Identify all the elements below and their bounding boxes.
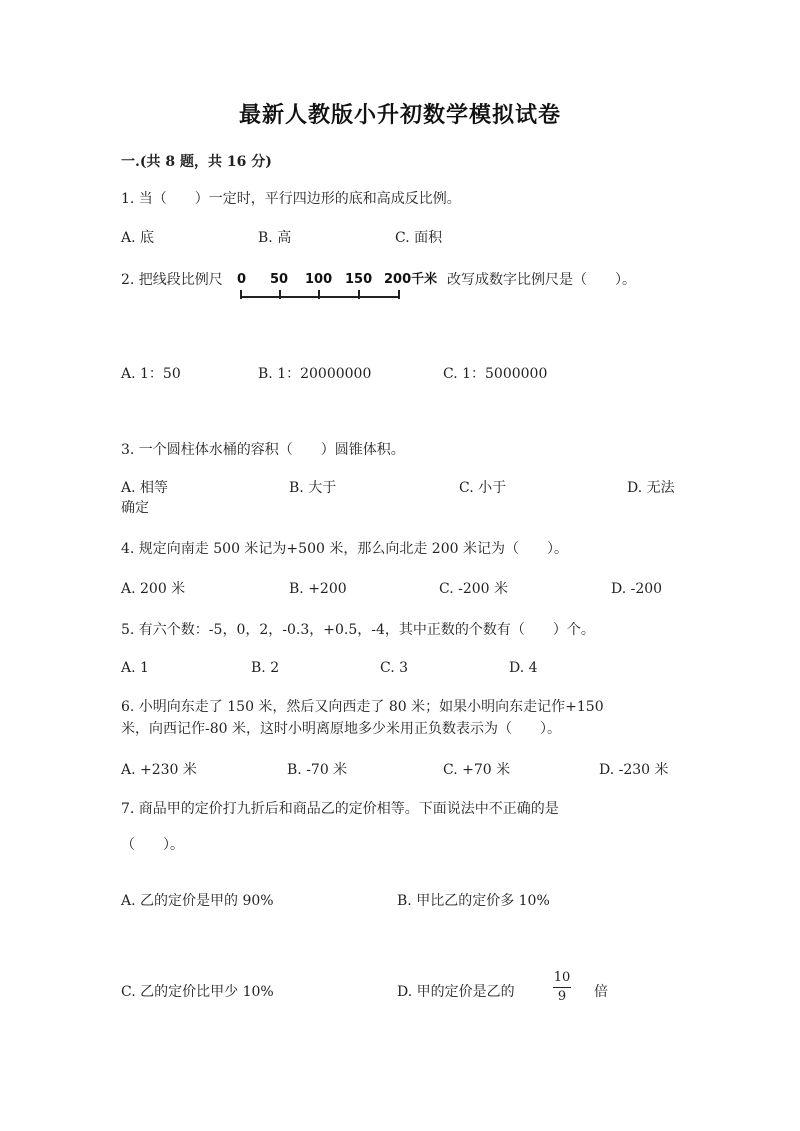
scale-label-100: 100 xyxy=(305,272,333,287)
fraction-10-over-9 xyxy=(553,970,571,1005)
question-6-stem-line-2: 米，向西记作-80 米，这时小明离原地多少米用正负数表示为（ ）。 xyxy=(121,721,561,737)
question-5-stem: 5. 有六个数：-5，0，2，-0.3，+0.5，-4，其中正数的个数有（ ）个。 xyxy=(121,622,595,638)
question-5-option-c: C. 3 xyxy=(380,660,409,676)
question-1-option-b: B. 高 xyxy=(258,230,292,246)
question-7-option-d-suffix: 倍 xyxy=(594,984,608,1000)
question-3-stem: 3. 一个圆柱体水桶的容积（ ）圆锥体积。 xyxy=(121,442,405,458)
question-3-option-c: C. 小于 xyxy=(459,480,507,496)
scale-tick xyxy=(318,290,320,299)
scale-label-50: 50 xyxy=(270,272,289,287)
fraction-numerator: 10 xyxy=(553,970,571,985)
question-2-stem-suffix: 改写成数字比例尺是（ ）。 xyxy=(447,272,636,288)
question-6-option-c: C. +70 米 xyxy=(443,762,511,778)
scale-tick xyxy=(240,290,242,299)
scale-baseline xyxy=(240,296,400,298)
question-7-option-a: A. 乙的定价是甲的 90% xyxy=(121,893,274,909)
question-3-option-b: B. 大于 xyxy=(289,480,337,496)
question-5-option-d: D. 4 xyxy=(509,660,538,676)
scale-tick xyxy=(358,290,360,299)
question-6-option-a: A. +230 米 xyxy=(121,762,197,778)
question-7-stem-line-2: （ ）。 xyxy=(121,837,184,853)
question-6-stem-line-1: 6. 小明向东走了 150 米，然后又向西走了 80 米；如果小明向东走记作+150 xyxy=(121,699,604,715)
line-scale-ruler xyxy=(233,272,448,312)
question-7-stem-line-1: 7. 商品甲的定价打九折后和商品乙的定价相等。下面说法中不正确的是 xyxy=(121,801,559,817)
question-5-option-b: B. 2 xyxy=(251,660,280,676)
question-3-option-a: A. 相等 xyxy=(121,480,169,496)
question-1-option-a: A. 底 xyxy=(121,230,155,246)
question-5-option-a: A. 1 xyxy=(121,660,149,676)
question-1-option-c: C. 面积 xyxy=(395,230,443,246)
question-4-option-c: C. -200 米 xyxy=(439,581,509,597)
question-3-option-d-wrap: 确定 xyxy=(121,500,149,516)
scale-label-150: 150 xyxy=(345,272,373,287)
question-4-option-a: A. 200 米 xyxy=(121,581,186,597)
page-title: 最新人教版小升初数学模拟试卷 xyxy=(238,102,561,128)
question-6-option-d: D. -230 米 xyxy=(599,762,669,778)
section-heading: 一.(共 8 题，共 16 分) xyxy=(121,154,272,170)
question-3-option-d: D. 无法 xyxy=(627,480,675,496)
question-4-stem: 4. 规定向南走 500 米记为+500 米，那么向北走 200 米记为（ ）。 xyxy=(121,541,568,557)
question-2-option-c: C. 1：5000000 xyxy=(443,366,548,382)
question-7-option-b: B. 甲比乙的定价多 10% xyxy=(397,893,550,909)
question-2-option-a: A. 1：50 xyxy=(121,366,181,382)
scale-tick xyxy=(279,290,281,299)
question-7-option-c: C. 乙的定价比甲少 10% xyxy=(121,984,274,1000)
question-4-option-b: B. +200 xyxy=(289,581,347,597)
fraction-bar xyxy=(553,987,571,988)
question-6-option-b: B. -70 米 xyxy=(287,762,348,778)
question-4-option-d: D. -200 xyxy=(611,581,663,597)
fraction-denominator: 9 xyxy=(557,989,567,1004)
scale-label-0: 0 xyxy=(237,272,247,287)
scale-label-200km: 200千米 xyxy=(384,272,438,287)
question-1-stem: 1. 当（ ）一定时，平行四边形的底和高成反比例。 xyxy=(121,191,461,207)
scale-tick xyxy=(398,290,400,299)
question-7-option-d: D. 甲的定价是乙的 xyxy=(397,984,515,1000)
question-2-option-b: B. 1：20000000 xyxy=(258,366,372,382)
question-2-stem-prefix: 2. 把线段比例尺 xyxy=(121,272,223,288)
